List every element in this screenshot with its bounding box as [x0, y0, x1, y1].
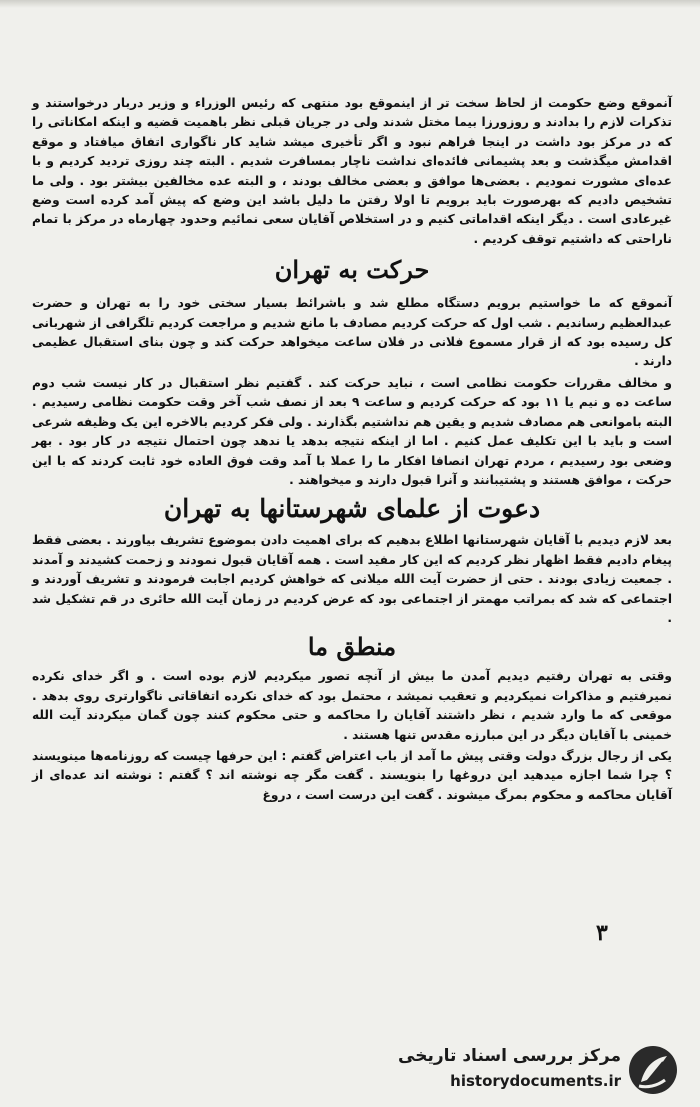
page-number: ۳ [596, 920, 608, 946]
paragraph-move-to-tehran: آنموقع که ما خواستیم برویم دستگاه مطلع شد و باشرائط بسیار سختی خود را به تهران و حضرت عبدالعظیم رساندیم . شب اول که حرکت کردیم مصادف با مانع شدیم و مراجعت کردیم تلگرافی از شهربانی کل رسیده بود که از قرار مسموع فلانی در فلان ساعت میخواهد حرکت کند و چون بنای استقبال عظیمی دارند . [32, 296, 672, 369]
heading-move-to-tehran: حرکت به تهران [274, 255, 430, 285]
heading-invitation-of-clerics: دعوت از علمای شهرستانها به تهران [163, 494, 541, 524]
heading-our-logic: منطق ما [307, 632, 397, 662]
paragraph-invitation: بعد لازم دیدیم با آقایان شهرستانها اطلاع بدهیم که برای اهمیت دادن بموضوع تشریف بیاورند . بعضی فقط پیغام دادیم فقط اظهار نظر کردیم که این کار مفید است . همه آقایان قبول نمودند و زحمت کشیدند و آمدند . جمعیت زیادی بودند . حتی از حضرت آیت الله میلانی که خواهش کردیم اجابت فرمودند و تشریف آوردند و اجتماعی که شد که بمراتب مهمتر از اجتماعی بود که عرض کردیم در زمان آیت الله حائری در قم تشکیل شد . [32, 533, 672, 625]
archive-name: مرکز بررسی اسناد تاریخی [398, 1046, 621, 1066]
archive-website[interactable]: historydocuments.ir [450, 1072, 621, 1090]
feather-scroll-icon [627, 1044, 679, 1096]
paragraph-intro: آنموقع وضع حکومت از لحاظ سخت تر از اینموقع بود منتهی که رئیس الوزراء و وزیر دربار درخواستند و تذکرات لازم را بدادند و روزورزا بیما مختل شدند ولی در جریان قبلی نظر باهمیت قضیه و اینکه امکاناتی را که در مرکز بود داشت در اینجا فراهم نبود و اگر تأخیری میشد شاید کار ناگواری اتفاق میافتاد و موقع اقدامش میگذشت و بعد پشیمانی فائده‌ای نداشت ناچار بمسافرت شدیم . البته چند روزی تردید کردیم و با عده‌ای مشورت نمودیم . بعضی‌ها موافق و بعضی مخالف بودند ، و البته عده مخالفین بیشتر بود . ولی ما تشخیص دادیم که بهرصورت باید برویم تا اولا رفتن ما دلیل باشد این وضع که پیش آمد کرده است وضع غیرعادی است . دیگر اینکه اقداماتی کنیم و در استخلاص آقایان سعی نمائیم وحدود چهارماه در مرکز با تمام ناراحتی که داشتیم توقف کردیم . [32, 96, 672, 246]
document-body [32, 94, 672, 807]
paragraph-conversation: یکی از رجال بزرگ دولت وقتی پیش ما آمد از باب اعتراض گفتم : این حرفها چیست که روزنامه‌ها مینویسند ؟ چرا شما اجازه میدهید این دروغها را بنویسند . گفت مگر چه نوشته اند ؟ گفتم : نوشته اند عده‌ای از آقایان محاکمه و محکوم بمرگ میشوند . گفت این درست است ، دروغ [32, 748, 672, 802]
scan-edge [0, 0, 700, 8]
paragraph-our-logic: وقتی به تهران رفتیم دیدیم آمدن ما بیش از آنچه تصور میکردیم لازم بوده است . و اگر خدای نکرده نمیرفتیم و مذاکرات نمیکردیم و تعقیب نمیشد ، محتمل بود که خدای نکرده اتفاقاتی ناگوارتری روی بدهد . موقعی که ما وارد شدیم ، نظر داشتند آقایان را محاکمه و حتی محکوم کنند چون گمان میکردند آیت الله خمینی با آقایان دیگر در این مبارزه مقدس تنها هستند . [32, 669, 672, 742]
watermark-footer [398, 1040, 685, 1100]
paragraph-arrival: و مخالف مقررات حکومت نظامی است ، نباید حرکت کند . گفتیم نظر استقبال در کار نیست شب دوم ساعت ده و نیم یا ۱۱ بود که حرکت کردیم و ساعت ۹ بعد از نصف شب آخر وقت حکومت نظامی رسیدیم . البته باموانعی هم مصادف شدیم و یقین هم نداشتیم بگذارند . ولی فکر کردیم بالاخره این یک وظیفه شرعی است و باید با این تکلیف عمل کنیم . اما از اینکه نتیجه بدهد یا ندهد چون احتمال نتیجه در کار بود . بهر وضعی بود رسیدیم ، مردم تهران انصافا افکار ما را عملا با آمد وقت فوق العاده خود ثابت کردند که با این حرکت ، موافق هستند و پشتیبانند و آنرا قبول دارند و میخواهند . [32, 375, 672, 487]
